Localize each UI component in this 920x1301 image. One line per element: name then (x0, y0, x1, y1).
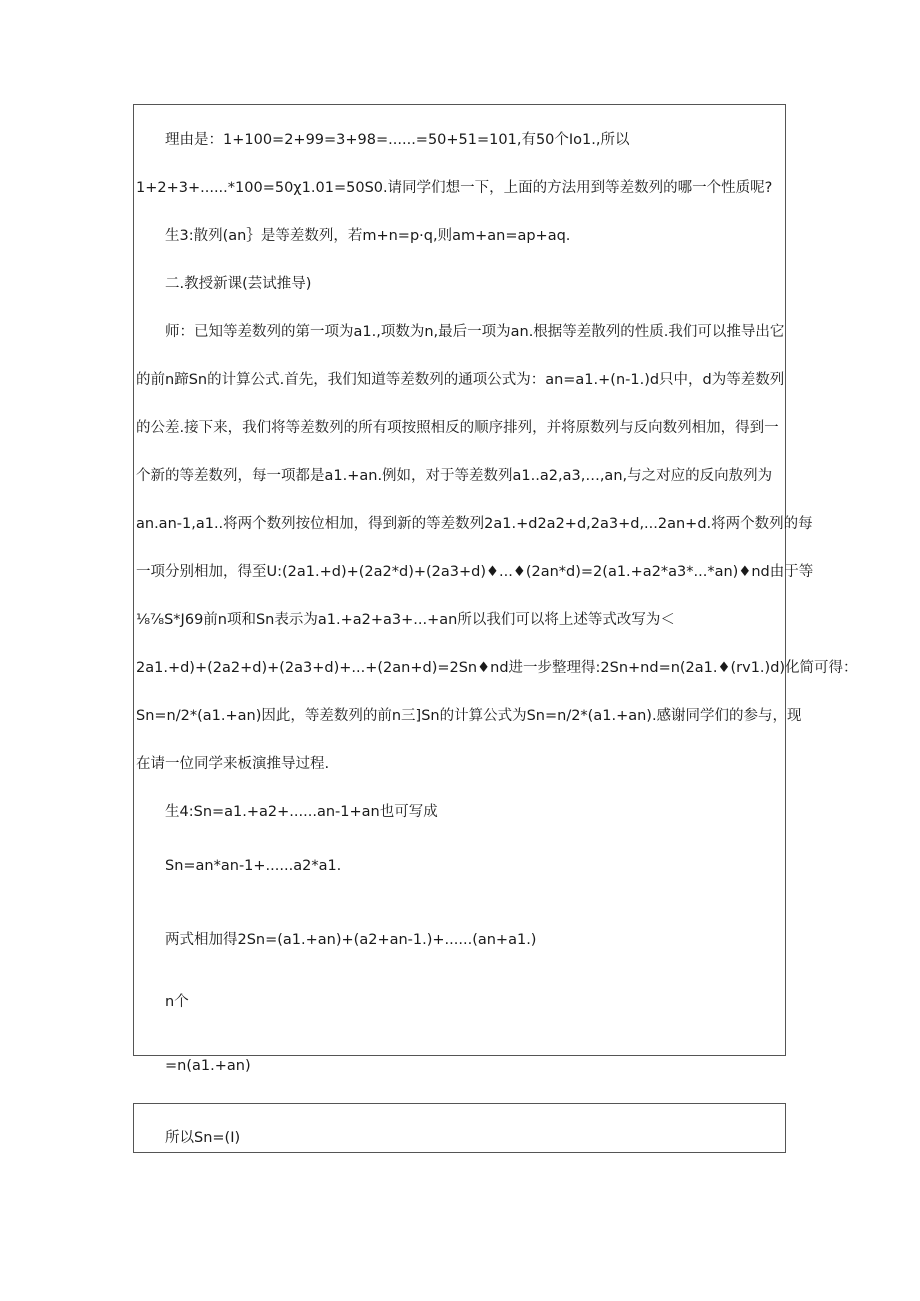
formula-line: 所以Sn=(I) (165, 1130, 241, 1146)
paragraph-line: Sn=n/2*(a1.+an)因此，等差数列的前n三]Sn的计算公式为Sn=n/2*(a1.+an).感谢同学们的参与，现 (136, 708, 802, 724)
paragraph-line: 师：已知等差数列的第一项为a1.,项数为n,最后一项为an.根据等差散列的性质.我们可以推导出它 (165, 324, 785, 340)
section-heading: 二.教授新课(芸试推导) (165, 276, 312, 292)
paragraph-line: 2a1.+d)+(2a2+d)+(2a3+d)+...+(2an+d)=2Sn♦nd进一步整理得:2Sn+nd=n(2a1.♦(rv1.)d)化简可得： (136, 660, 858, 676)
formula-line: Sn=an*an-1+......a2*a1. (165, 858, 342, 874)
paragraph-line: 1+2+3+......*100=50χ1.01=50S0.请同学们想一下，上面的方法用到等差数列的哪一个性质呢? (136, 180, 773, 196)
paragraph-line: ⅛⅞S*J69前n项和Sn表示为a1.+a2+a3+...+an所以我们可以将上述等式改写为＜ (136, 612, 675, 628)
paragraph-line: 理由是：1+100=2+99=3+98=......=50+51=101,有50个Io1.,所以 (165, 132, 630, 148)
formula-annotation: n个 (165, 994, 189, 1010)
paragraph-line: 的公差.接下来，我们将等差数列的所有项按照相反的顺序排列，并将原数列与反向数列相加，得到一 (136, 420, 779, 436)
formula-line: 两式相加得2Sn=(a1.+an)+(a2+an-1.)+......(an+a1.) (165, 932, 537, 948)
paragraph-line: 一项分别相加，得至U:(2a1.+d)+(2a2*d)+(2a3+d)♦...♦(2an*d)=2(a1.+a2*a3*...*an)♦nd由于等 (136, 564, 814, 580)
paragraph-line: 生4:Sn=a1.+a2+......an-1+an也可写成 (165, 804, 438, 820)
paragraph-line: 在请一位同学来板演推导过程. (136, 756, 330, 772)
paragraph-line: 的前n蹄Sn的计算公式.首先，我们知道等差数列的通项公式为：an=a1.+(n-1.)d只中，d为等差数列 (136, 372, 785, 388)
paragraph-line: 生3:散列(an｝是等差数列，若m+n=p·q,则am+an=ap+aq. (165, 228, 571, 244)
paragraph-line: an.an-1,a1..将两个数列按位相加，得到新的等差数列2a1.+d2a2+d,2a3+d,...2an+d.将两个数列的每 (136, 516, 813, 532)
paragraph-line: 个新的等差数列，每一项都是a1.+an.例如，对于等差数列a1..a2,a3,…,an,与之对应的反向敖列为 (136, 468, 773, 484)
formula-line: =n(a1.+an) (165, 1058, 251, 1074)
